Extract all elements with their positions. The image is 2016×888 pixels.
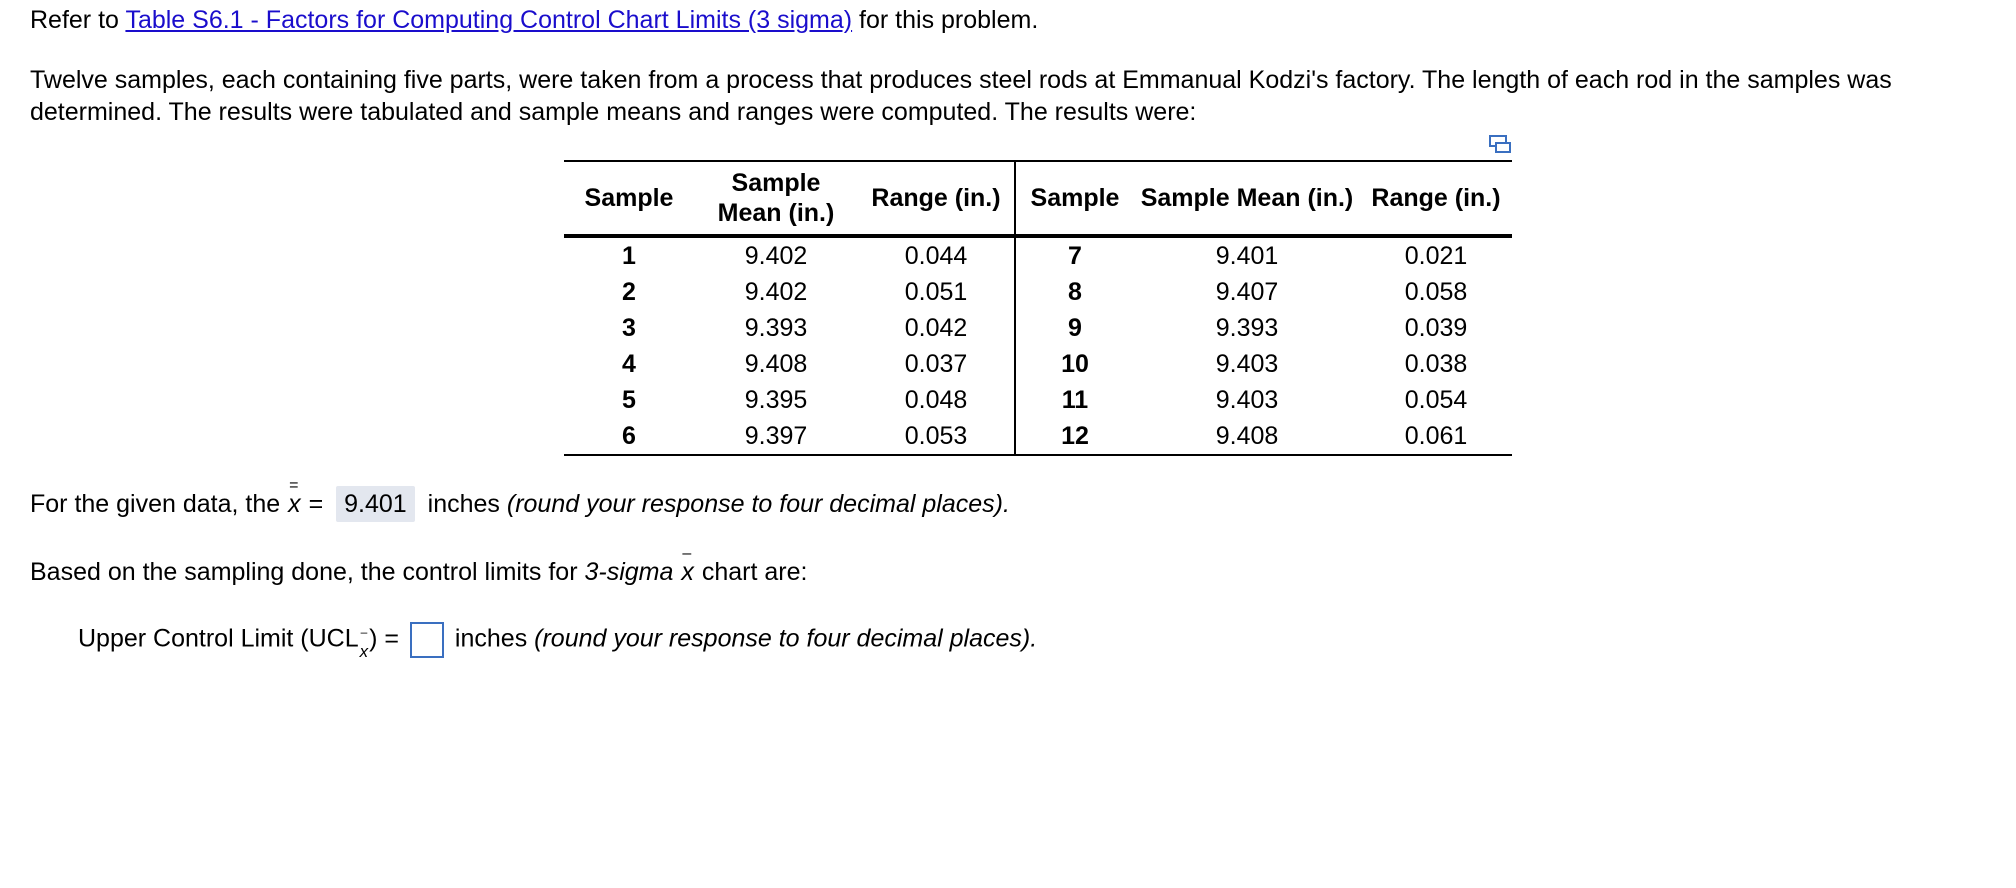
table-row bbox=[564, 346, 1512, 382]
table-s6-1-link[interactable]: Table S6.1 - Factors for Computing Control Chart Limits (3 sigma) bbox=[125, 6, 853, 34]
sample-mean: 9.393 bbox=[1215, 313, 1279, 342]
sample-mean: 9.403 bbox=[1215, 349, 1279, 378]
sample-number: 3 bbox=[622, 313, 636, 342]
sample-mean: 9.408 bbox=[744, 349, 808, 378]
sample-mean: 9.397 bbox=[694, 418, 858, 455]
header-sample: Sample bbox=[564, 161, 694, 236]
sample-mean: 9.395 bbox=[744, 385, 808, 414]
header-sample-mean: Sample Mean (in.) bbox=[694, 161, 858, 236]
sample-range: 0.053 bbox=[858, 418, 1015, 455]
ucl-note: (round your response to four decimal places). bbox=[534, 624, 1038, 653]
sample-number: 12 bbox=[1015, 418, 1134, 455]
sample-range: 0.042 bbox=[858, 310, 1015, 346]
control-limits-line bbox=[30, 545, 808, 588]
sample-range: 0.051 bbox=[858, 274, 1015, 310]
xbarbar-equals: = bbox=[308, 490, 324, 518]
sample-range: 0.044 bbox=[858, 236, 1015, 274]
sample-range: 0.038 bbox=[1404, 349, 1468, 378]
sample-number: 9 bbox=[1068, 313, 1082, 342]
sample-range: 0.054 bbox=[1404, 385, 1468, 414]
ucl-unit: inches bbox=[454, 624, 528, 653]
sample-number: 6 bbox=[564, 418, 694, 455]
ucl-equals: ) = bbox=[369, 624, 400, 653]
sample-range: 0.058 bbox=[1404, 277, 1468, 306]
sample-mean: 9.402 bbox=[744, 241, 808, 270]
limits-prefix: Based on the sampling done, the control limits for bbox=[30, 558, 578, 586]
sample-number: 4 bbox=[622, 349, 636, 378]
limits-suffix: chart are: bbox=[701, 558, 808, 586]
samples-table bbox=[564, 160, 1512, 456]
sample-number: 2 bbox=[622, 277, 636, 306]
header-sample-mean-2: Sample Mean (in.) bbox=[1134, 161, 1360, 236]
table-header-row bbox=[564, 161, 1512, 236]
x-double-bar-symbol: = x bbox=[288, 477, 301, 518]
sample-mean: 9.401 bbox=[1215, 241, 1279, 270]
xbarbar-note: (round your response to four decimal places). bbox=[506, 490, 1010, 518]
table-row bbox=[564, 236, 1512, 274]
ucl-label: Upper Control Limit (UCL bbox=[78, 624, 359, 653]
table-row bbox=[564, 382, 1512, 418]
header-sample-2: Sample bbox=[1015, 161, 1134, 236]
ucl-subscript: – x bbox=[359, 624, 369, 661]
table-row bbox=[564, 310, 1512, 346]
x-bar-symbol: – x bbox=[681, 545, 694, 586]
sample-number: 11 bbox=[1061, 385, 1089, 414]
sample-mean: 9.407 bbox=[1215, 277, 1279, 306]
table-row bbox=[564, 274, 1512, 310]
table-row bbox=[564, 418, 1512, 455]
sample-number: 10 bbox=[1061, 349, 1089, 378]
reference-prefix: Refer to bbox=[30, 6, 119, 34]
xbarbar-line bbox=[30, 477, 1010, 522]
sample-number: 5 bbox=[622, 385, 636, 414]
xbarbar-answer[interactable]: 9.401 bbox=[336, 486, 415, 522]
sample-number: 7 bbox=[1068, 241, 1082, 270]
expand-table-icon[interactable] bbox=[1488, 134, 1512, 154]
sample-range: 0.021 bbox=[1404, 241, 1468, 270]
ucl-input[interactable] bbox=[410, 622, 444, 658]
sample-number: 8 bbox=[1068, 277, 1082, 306]
sample-range: 0.037 bbox=[858, 346, 1015, 382]
ucl-line bbox=[78, 622, 1038, 661]
reference-line bbox=[30, 4, 1038, 36]
problem-statement: Twelve samples, each containing five parts, were taken from a process that produces steel rods at Emmanual Kodzi's factory. The length of each rod in the samples was determined. The results were tabulated and sample means and ranges were computed. The results were: bbox=[30, 66, 1892, 126]
three-sigma-text: 3-sigma bbox=[584, 558, 674, 586]
header-range: Range (in.) bbox=[858, 161, 1015, 236]
xbarbar-unit: inches bbox=[427, 490, 500, 518]
sample-number: 1 bbox=[622, 241, 636, 270]
sample-mean: 9.402 bbox=[744, 277, 808, 306]
sample-range: 0.061 bbox=[1360, 418, 1512, 455]
xbarbar-prefix: For the given data, the bbox=[30, 490, 281, 518]
header-range-2: Range (in.) bbox=[1360, 161, 1512, 236]
sample-range: 0.048 bbox=[858, 382, 1015, 418]
sample-mean: 9.408 bbox=[1134, 418, 1360, 455]
sample-mean: 9.393 bbox=[744, 313, 808, 342]
sample-range: 0.039 bbox=[1404, 313, 1468, 342]
sample-mean: 9.403 bbox=[1215, 385, 1279, 414]
reference-suffix: for this problem. bbox=[859, 6, 1039, 34]
